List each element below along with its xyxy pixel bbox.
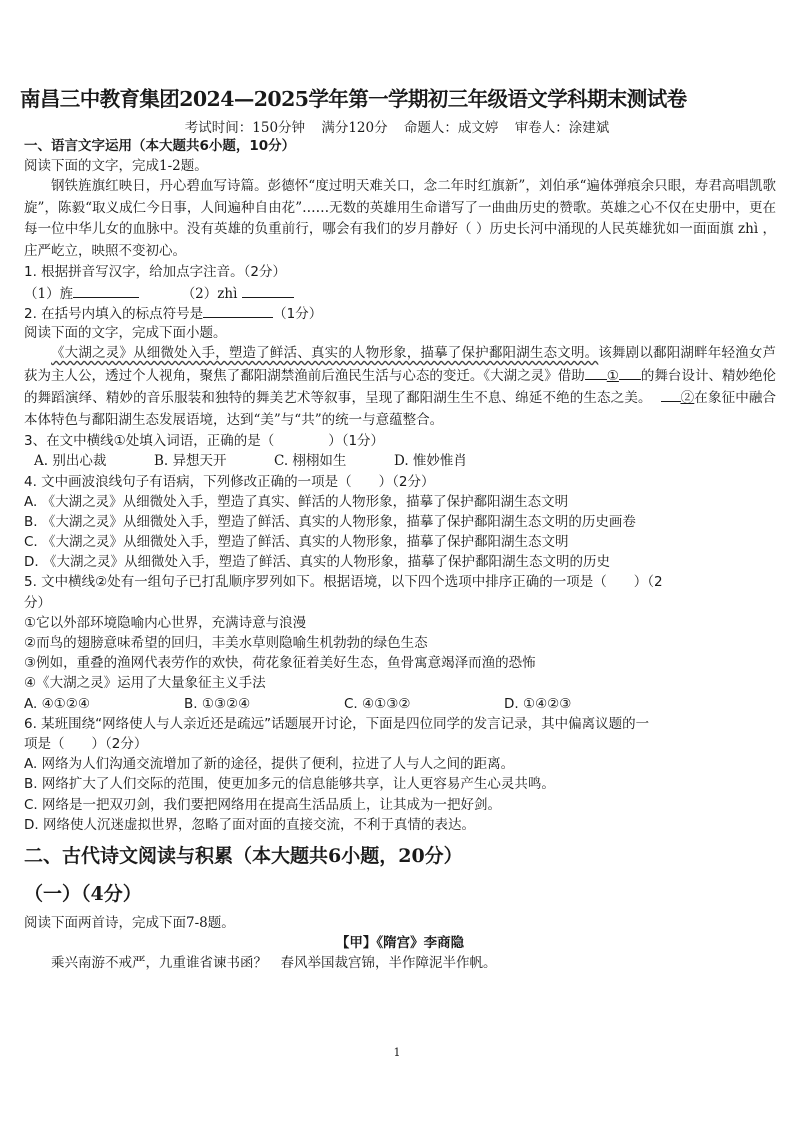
q4-option-a[interactable]: A. 《大湖之灵》从细微处入手，塑造了真实、鲜活的人物形象，描摹了保护鄱阳湖生态文明 [24, 493, 569, 510]
section-1-intro-2: 阅读下面的文字，完成下面小题。 [24, 324, 227, 341]
q6-option-c[interactable]: C. 网络是一把双刃剑，我们要把网络用在提高生活品质上，让其成为一把好剑。 [24, 796, 502, 813]
q1-part-a-blank[interactable] [73, 283, 139, 298]
section-1-heading: 一、语言文字运用（本大题共6小题，10分） [24, 138, 296, 154]
q6-option-a[interactable]: A. 网络为人们沟通交流增加了新的途径，提供了便利，拉进了人与人之间的距离。 [24, 756, 515, 773]
q5-sentence-4: ④《大湖之灵》运用了大量象征主义手法 [24, 675, 266, 692]
blank-2-left [661, 387, 681, 402]
section-2-heading: 二、古代诗文阅读与积累（本大题共6小题，20分） [24, 844, 463, 867]
reviewer: 审卷人：涂建斌 [514, 120, 610, 136]
passage-2-part-2: 的舞台设计、精妙绝伦的舞蹈演绎、精妙的音乐服装和独特的舞美艺术等叙事，呈现了鄱阳湖生生不息、绵延不绝的生态之美。 [24, 367, 777, 407]
page-number: 1 [393, 1046, 401, 1059]
q3-option-a[interactable]: A. 别出心裁 [34, 453, 107, 470]
blank-1-right [619, 365, 641, 380]
question-3-options [24, 451, 776, 471]
section-2-intro: 阅读下面两首诗，完成下面7-8题。 [24, 914, 235, 931]
q4-option-d[interactable]: D. 《大湖之灵》从细微处入手，塑造了鲜活、真实的人物形象，描摹了保护鄱阳湖生态文明的历史 [24, 554, 610, 571]
question-1: 1. 根据拼音写汉字，给加点字注音。（2分） [24, 264, 287, 281]
q5-option-a[interactable]: A. ④①②④ [24, 695, 90, 712]
blank-1-marker: ① [606, 367, 619, 384]
q1-part-b-blank[interactable] [242, 283, 294, 298]
q5-option-b[interactable]: B. ①③②④ [184, 695, 251, 712]
passage-2-wavy-sentence: 《大湖之灵》从细微处入手，塑造了鲜活、真实的人物形象，描摹了保护鄱阳湖生态文明。 [51, 345, 599, 362]
passage-2-part-3: 在象征中融合本体特色与鄱阳湖生态发展语境，达到“美”与“共”的统一与意蕴整合。 [24, 390, 777, 428]
section-2-part-1-heading: （一）（4分） [24, 882, 142, 905]
poem-title: 【甲】《隋宫》李商隐 [335, 935, 465, 952]
q2-score: （1分） [273, 305, 323, 322]
question-6: 6. 某班围绕“网络使人与人亲近还是疏远”话题展开讨论，下面是四位同学的发言记录，其中偏离议题的一 [24, 715, 650, 732]
q5-sentence-2: ②而鸟的翅膀意味希望的回归，丰美水草则隐喻生机勃勃的绿色生态 [24, 635, 428, 651]
q6-option-b[interactable]: B. 网络扩大了人们交际的范围，使更加多元的信息能够共享，让人更容易产生心灵共鸣。 [24, 776, 555, 793]
question-2 [24, 303, 776, 323]
passage-2-part-1: 该舞剧以鄱阳湖畔年轻渔女芦荻为主人公，透过个人视角，聚焦了鄱阳湖禁渔前后渔民生活与心态的变迁。《大湖之灵》借助 [24, 345, 777, 384]
passage-1: 钢铁旌旗红映日，丹心碧血写诗篇。彭德怀“度过明天难关口，念二年时红旗新”，刘伯承“遍体弹痕余只眼，寿君高唱凯歌旋”，陈毅“取义成仁今日事，人间遍种自由花”……无数的英雄用生命谱写了一曲曲历史的赞歌。英雄之心不仅在史册中，更在每一位中华儿女的血脉中。没有英雄的负重前行，哪会有我们的岁月静好（ ）历史长河中涌现的人民英雄犹如一面面旗 zhì ，庄严屹立，映照不变初心。 [24, 178, 776, 259]
q3-option-c[interactable]: C. 栩栩如生 [274, 453, 347, 470]
q5-sentence-3: ③例如，重叠的渔网代表劳作的欢快，荷花象征着美好生态，鱼骨寓意竭泽而渔的恐怖 [24, 655, 536, 672]
exam-time: 考试时间：150分钟 [184, 120, 306, 136]
setter: 命题人：成文婷 [403, 120, 499, 136]
q1-part-b-label: （2）zhì [181, 285, 238, 302]
q3-option-d[interactable]: D. 惟妙惟肖 [394, 453, 467, 470]
question-4: 4. 文中画波浪线句子有语病，下列修改正确的一项是（ ）（2分） [24, 473, 435, 490]
passage-2 [24, 343, 776, 431]
section-1-intro: 阅读下面的文字，完成1-2题。 [24, 158, 208, 175]
blank-2-marker: ② [680, 390, 695, 407]
full-score: 满分120分 [321, 120, 388, 136]
q4-option-c[interactable]: C. 《大湖之灵》从细微处入手，塑造了鲜活、真实的人物形象，描摹了保护鄱阳湖生态文明 [24, 534, 569, 551]
q2-blank[interactable] [203, 303, 273, 318]
q3-option-b[interactable]: B. 异想天开 [154, 453, 227, 470]
poem-line: 乘兴南游不戒严，九重谁省谏书函？ 春风举国裁宫锦，半作障泥半作帆。 [51, 955, 497, 972]
q6-option-d[interactable]: D. 网络使人沉迷虚拟世界，忽略了面对面的直接交流，不利于真情的表达。 [24, 816, 475, 833]
question-1-answers [24, 283, 776, 303]
q5-sentence-1: ①它以外部环境隐喻内心世界，充满诗意与浪漫 [24, 614, 307, 631]
q2-text: 2. 在括号内填入的标点符号是 [24, 305, 204, 322]
q4-option-b[interactable]: B. 《大湖之灵》从细微处入手，塑造了鲜活、真实的人物形象，描摹了保护鄱阳湖生态文明的历史画卷 [24, 513, 636, 530]
q5-option-d[interactable]: D. ①④②③ [504, 695, 572, 712]
exam-meta-line [0, 116, 794, 136]
q5-option-c[interactable]: C. ④①③② [344, 695, 411, 712]
exam-content [24, 136, 776, 973]
question-6-cont: 项是（ ）（2分） [24, 735, 148, 752]
exam-title: 南昌三中教育集团2024—2025学年第一学期初三年级语文学科期末测试卷 [20, 87, 687, 111]
question-5-options [24, 694, 776, 714]
q1-part-a-label: （1）旌 [24, 285, 74, 302]
question-5: 5. 文中横线②处有一组句子已打乱顺序罗列如下。根据语境，以下四个选项中排序正确的一项是（ ）（2 [24, 574, 663, 591]
blank-1-left [585, 365, 607, 380]
question-5-cont: 分） [24, 594, 51, 611]
question-3: 3、在文中横线①处填入词语，正确的是（ ）（1分） [24, 433, 385, 450]
